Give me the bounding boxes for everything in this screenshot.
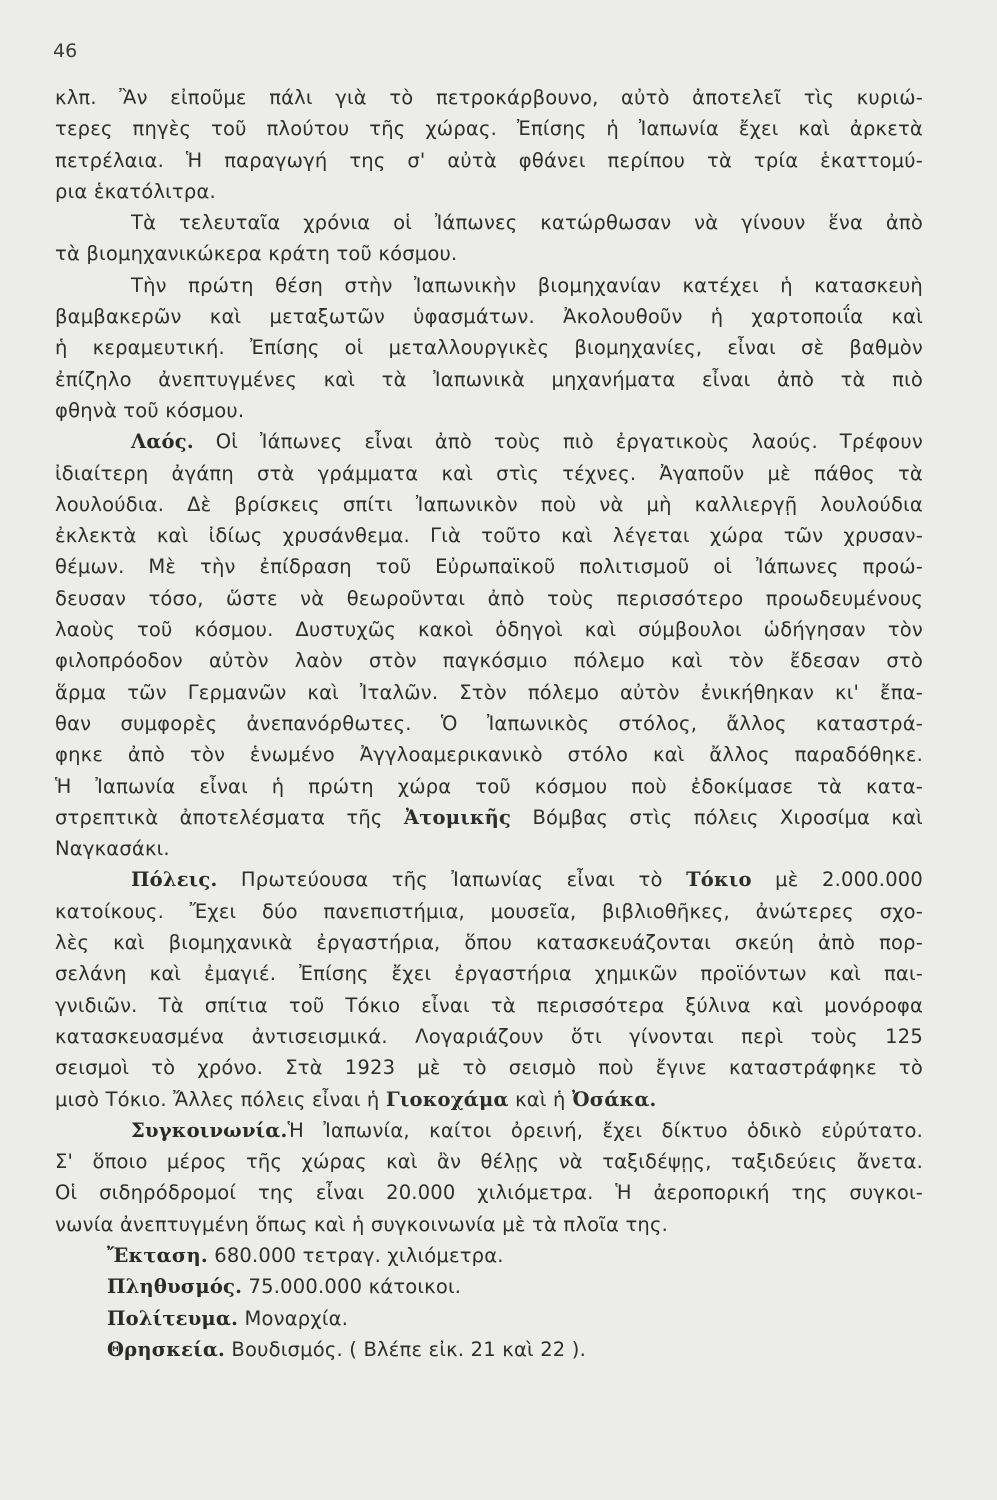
- text-line: σεισμοὶ τὸ χρόνο. Στὰ 1923 μὲ τὸ σεισμὸ ποὺ ἔγινε καταστράφηκε τὸ: [55, 1056, 923, 1080]
- body-text: [55, 82, 923, 1365]
- text-line: ἐπίζηλο ἀνεπτυγμένες καὶ τὰ Ἰαπωνικὰ μηχανήματα εἶναι ἀπὸ τὰ πιὸ: [55, 367, 923, 391]
- text-line: θέμων. Μὲ τὴν ἐπίδραση τοῦ Εὐρωπαϊκοῦ πολιτισμοῦ οἱ Ἰάπωνες προώ-: [55, 555, 923, 579]
- text-line: ἐκλεκτὰ καὶ ἰδίως χρυσάνθεμα. Γιὰ τοῦτο καὶ λέγεται χώρα τῶν χρυσαν-: [55, 524, 923, 548]
- text-line: τὰ βιομηχανικώκερα κράτη τοῦ κόσμου.: [55, 242, 458, 266]
- text-fragment: μὲ 2.000.000: [751, 868, 924, 892]
- text-line: Οἱ σιδηρόδρομοί της εἶναι 20.000 χιλιόμετρα. Ἡ ἀεροπορική της συγκοι-: [55, 1181, 923, 1205]
- text-line: [55, 1115, 923, 1146]
- text-line: φηκε ἀπὸ τὸν ἑνωμένο Ἀγγλοαμερικανικὸ στόλο καὶ ἄλλος παραδόθηκε.: [55, 743, 923, 767]
- text-line: δευσαν τόσο, ὥστε νὰ θεωροῦνται ἀπὸ τοὺς περισσότερο προωδευμένους: [55, 586, 923, 610]
- stat-label: Θρησκεία.: [107, 1337, 226, 1361]
- text-fragment: στρεπτικὰ ἀποτελέσματα τῆς: [55, 805, 404, 829]
- text-line: Σ' ὅποιο μέρος τῆς χώρας καὶ ἂν θέλῃς νὰ ταξιδέψῃς, ταξιδεύεις ἄνετα.: [55, 1150, 923, 1174]
- text-fragment: Βόμβας στὶς πόλεις Χιροσίμα καὶ: [511, 805, 923, 829]
- stat-government: [55, 1303, 923, 1334]
- bold-term-yokohama: Γιοκοχάμα: [385, 1087, 509, 1111]
- stat-value: 680.000 τετραγ. χιλιόμετρα.: [207, 1243, 504, 1267]
- stat-value: Βουδισμός. ( Βλέπε εἰκ. 21 καὶ 22 ).: [225, 1337, 587, 1361]
- text-line: σελάνη καὶ ἐμαγιέ. Ἐπίσης ἔχει ἐργαστήρια χημικῶν προϊόντων καὶ παι-: [55, 962, 923, 986]
- text-line: ρια ἑκατόλιτρα.: [55, 179, 216, 203]
- text-line: ἅρμα τῶν Γερμανῶν καὶ Ἰταλῶν. Στὸν πόλεμο αὐτὸν ἐνικήθηκαν κι' ἔπα-: [55, 680, 923, 704]
- section-heading-cities: Πόλεις.: [131, 868, 218, 892]
- text-line: φθηνὰ τοῦ κόσμου.: [55, 398, 245, 422]
- text-line: κατοίκους. Ἔχει δύο πανεπιστήμια, μουσεῖα, βιβλιοθῆκες, ἀνώτερες σχο-: [55, 899, 923, 923]
- text-line: [55, 1084, 923, 1115]
- text-line: λὲς καὶ βιομηχανικὰ ἐργαστήρια, ὅπου κατασκευάζονται σκεύη ἀπὸ πορ-: [55, 931, 923, 955]
- text-line: ἰδιαίτερη ἀγάπη στὰ γράμματα καὶ στὶς τέχνες. Ἀγαποῦν μὲ πάθος τὰ: [55, 461, 923, 485]
- text-line: θαν συμφορὲς ἀνεπανόρθωτες. Ὁ Ἰαπωνικὸς στόλος, ἄλλος καταστρά-: [55, 711, 923, 735]
- text-line: Ἡ Ἰαπωνία εἶναι ἡ πρώτη χώρα τοῦ κόσμου ποὺ ἐδοκίμασε τὰ κατα-: [55, 774, 923, 798]
- text-fragment: μισὸ Τόκιο. Ἄλλες πόλεις εἶναι ἡ: [55, 1087, 386, 1111]
- text-line: ἡ κεραμευτική. Ἐπίσης οἱ μεταλλουργικὲς βιομηχανίες, εἶναι σὲ βαθμὸν: [55, 336, 923, 360]
- bold-term-tokyo: Τόκιο: [686, 868, 752, 892]
- text-line: γνιδιῶν. Τὰ σπίτια τοῦ Τόκιο εἶναι τὰ περισσότερα ξύλινα καὶ μονόροφα: [55, 993, 923, 1017]
- country-stats: [55, 1240, 923, 1365]
- stat-religion: [55, 1334, 923, 1365]
- stat-label: Πολίτευμα.: [107, 1306, 239, 1330]
- text-line: [55, 864, 923, 895]
- stat-population: [55, 1271, 923, 1302]
- text-line: φιλοπρόοδον αὐτὸν λαὸν στὸν παγκόσμιο πόλεμο καὶ τὸν ἔδεσαν στὸ: [55, 649, 923, 673]
- stat-area: [55, 1240, 923, 1271]
- text-line: λουλούδια. Δὲ βρίσκεις σπίτι Ἰαπωνικὸν ποὺ νὰ μὴ καλλιεργῇ λουλούδια: [55, 492, 923, 516]
- text-line: λαοὺς τοῦ κόσμου. Δυστυχῶς κακοὶ ὁδηγοὶ καὶ σύμβουλοι ὡδήγησαν τὸν: [55, 618, 923, 642]
- text-line: Τὴν πρώτη θέση στὴν Ἰαπωνικὴν βιομηχανίαν κατέχει ἡ κατασκευὴ: [131, 273, 923, 297]
- text-line: Τὰ τελευταῖα χρόνια οἱ Ἰάπωνες κατώρθωσαν νὰ γίνουν ἕνα ἀπὸ: [131, 211, 923, 235]
- stat-label: Πληθυσμός.: [107, 1275, 243, 1299]
- stat-value: 75.000.000 κάτοικοι.: [242, 1275, 462, 1299]
- text-line: κλπ. Ἂν εἰποῦμε πάλι γιὰ τὸ πετροκάρβουνο, αὐτὸ ἀποτελεῖ τὶς κυριώ-: [55, 86, 923, 109]
- section-heading-people: Λαός.: [131, 430, 194, 454]
- text-line: Ναγκασάκι.: [55, 837, 170, 861]
- text-fragment: Ἡ Ἰαπωνία, καίτοι ὀρεινή, ἔχει δίκτυο ὁδικὸ εὐρύτατο.: [287, 1118, 923, 1142]
- section-heading-transport: Συγκοινωνία.: [131, 1118, 288, 1142]
- text-line: [55, 426, 923, 457]
- text-line: [55, 802, 923, 833]
- bold-term-osaka: Ὀσάκα.: [572, 1087, 657, 1111]
- text-line: τερες πηγὲς τοῦ πλούτου τῆς χώρας. Ἐπίσης ἡ Ἰαπωνία ἔχει καὶ ἀρκετὰ: [55, 117, 923, 141]
- stat-label: Ἔκταση.: [107, 1243, 208, 1267]
- text-fragment: Πρωτεύουσα τῆς Ἰαπωνίας εἶναι τὸ: [217, 868, 687, 892]
- stat-value: Μοναρχία.: [238, 1306, 349, 1330]
- text-line: κατασκευασμένα ἀντισεισμικά. Λογαριάζουν ὅτι γίνονται περὶ τοὺς 125: [55, 1024, 923, 1048]
- text-fragment: καὶ ἡ: [508, 1087, 572, 1111]
- text-line: νωνία ἀνεπτυγμένη ὅπως καὶ ἡ συγκοινωνία μὲ τὰ πλοῖα της.: [55, 1212, 669, 1236]
- text-line: πετρέλαια. Ἡ παραγωγή της σ' αὐτὰ φθάνει περίπου τὰ τρία ἑκαττομύ-: [55, 148, 923, 172]
- text-fragment: Οἱ Ἰάπωνες εἶναι ἀπὸ τοὺς πιὸ ἐργατικοὺς λαούς. Τρέφουν: [193, 430, 923, 454]
- page-number: 46: [53, 40, 78, 62]
- bold-term-atomic: Ἀτομικῆς: [403, 805, 512, 829]
- text-line: βαμβακερῶν καὶ μεταξωτῶν ὑφασμάτων. Ἀκολουθοῦν ἡ χαρτοποιΐα καὶ: [55, 305, 923, 329]
